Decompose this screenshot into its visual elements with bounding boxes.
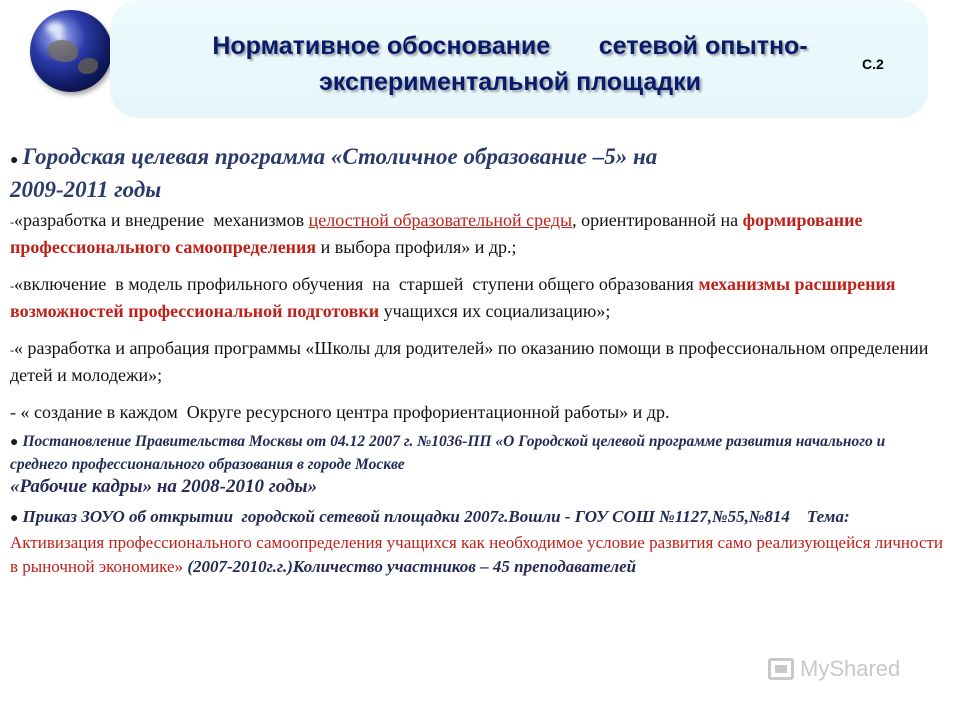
page-number: С.2 — [862, 56, 884, 72]
highlight-text: целостной образовательной среды — [308, 210, 573, 230]
watermark-text: MyShared — [800, 656, 901, 681]
list-item: -«разработка и внедрение механизмов целостной образовательной среды, ориентированной на формирование профессионального самоопределения и выбора профиля» и др.; — [10, 210, 872, 257]
globe-logo — [30, 10, 112, 92]
program-heading-line2: 2009-2011 годы — [10, 177, 162, 202]
program-heading — [10, 142, 945, 204]
watermark — [768, 656, 900, 682]
list-item: - « создание в каждом Округе ресурсного центра профориентационной работы» и др. — [10, 402, 670, 422]
slide-title — [150, 28, 870, 100]
program-heading-line1: Городская целевая программа «Столичное образование –5» на — [22, 144, 658, 169]
highlight-text: формирование профессионального самоопределения — [10, 210, 872, 257]
bullet-icon: ● — [10, 435, 19, 450]
list-item: -« разработка и апробация программы «Школы для родителей» по оказанию помощи в профессиональном определении детей и молодежи»; — [10, 338, 929, 385]
highlight-text: Активизация профессионального самоопределения учащихся как необходимое условие развития само реализующейся личности в рыночной экономике» — [10, 533, 944, 576]
decree-item: ● Постановление Правительства Москвы от 04.12 2007 г. №1036-ПП «О Городской целевой программе развития начального и среднего профессионального образования в городе Москве «Рабочие кадры» на 2008-2010 годы» — [10, 433, 886, 497]
bullet-icon: ● — [10, 153, 19, 168]
mycomputer-icon — [768, 658, 794, 680]
bullet-icon: ● — [10, 511, 19, 526]
highlight-text: механизмы расширения возможностей профессиональной подготовки — [10, 274, 905, 321]
slide-title-line1: Нормативное обоснование сетевой опытно- — [212, 32, 808, 60]
slide-title-line2: экспериментальной площадки — [318, 68, 702, 96]
order-item: ● Приказ ЗОУО об открытии городской сетевой площадки 2007г.Вошли - ГОУ СОШ №1127,№55,№814 Тема: Активизация профессионального самоопределения учащихся как необходимое условие развития само реализующейся личности в рыночной экономике» (2007-2010г.г.)Количество участников – 45 преподавателей — [10, 507, 944, 576]
slide-content — [10, 142, 945, 579]
list-item: -«включение в модель профильного обучения на старшей ступени общего образования механизмы расширения возможностей профессиональной подготовки учащихся их социализацию»; — [10, 274, 905, 321]
